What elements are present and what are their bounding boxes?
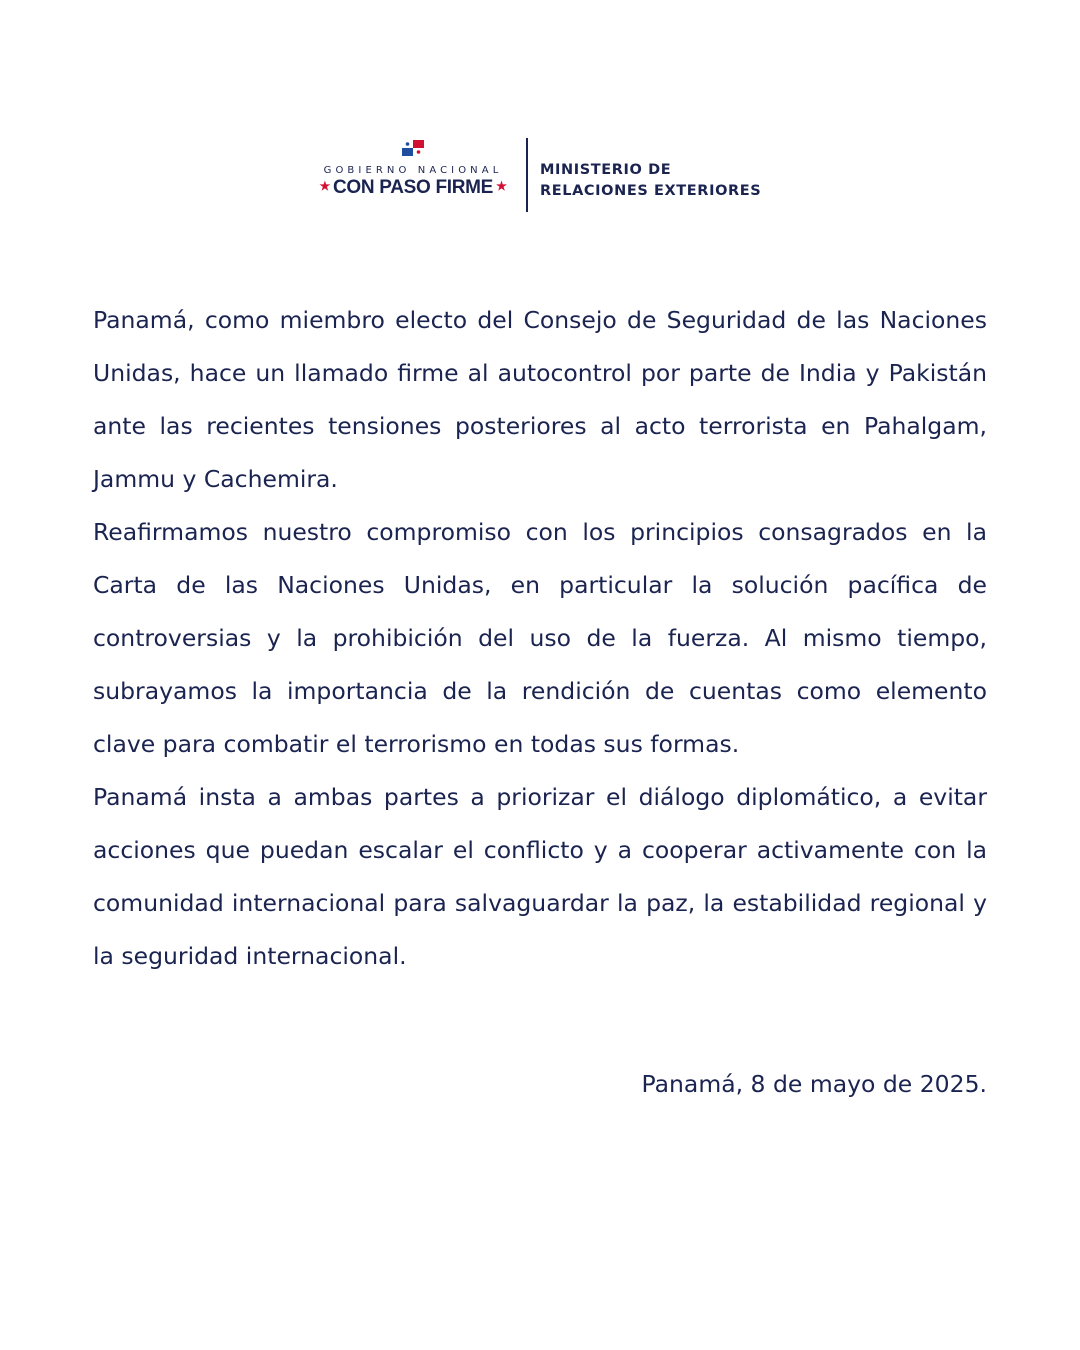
statement-body bbox=[93, 294, 987, 983]
ministry-name bbox=[540, 160, 761, 202]
star-icon: ★ bbox=[496, 179, 507, 193]
government-slogan: CON PASO FIRME bbox=[332, 177, 494, 198]
statement-paragraph-1: Panamá, como miembro electo del Consejo de Seguridad de las Naciones Unidas, hace un llamado firme al autocontrol por parte de India y Pakistán ante las recientes tensiones posteriores al acto terrorista en Pahalgam, Jammu y Cachemira. bbox=[93, 306, 987, 493]
ministry-name-line-2: RELACIONES EXTERIORES bbox=[540, 183, 762, 199]
government-logo bbox=[0, 136, 1080, 216]
star-icon: ★ bbox=[319, 179, 330, 193]
government-tagline-top: GOBIERNO NACIONAL bbox=[323, 165, 503, 176]
ministry-name-line-1: MINISTERIO DE bbox=[540, 162, 672, 178]
statement-paragraph-3: Panamá insta a ambas partes a priorizar el diálogo diplomático, a evitar acciones que puedan escalar el conflicto y a cooperar activamente con la comunidad internacional para salvaguardar la paz, la estabilidad regional y la seguridad internacional. bbox=[93, 783, 987, 970]
logo-divider bbox=[526, 138, 528, 212]
panama-flag-icon bbox=[402, 140, 424, 156]
government-tagline-bottom bbox=[310, 177, 516, 199]
statement-date: Panamá, 8 de mayo de 2025. bbox=[641, 1070, 987, 1098]
statement-paragraph-2: Reafirmamos nuestro compromiso con los principios consagrados en la Carta de las Naciones Unidas, en particular la solución pacífica de controversias y la prohibición del uso de la fuerza. Al mismo tiempo, subrayamos la importancia de la rendición de cuentas como elemento clave para combatir el terrorismo en todas sus formas. bbox=[93, 518, 987, 758]
